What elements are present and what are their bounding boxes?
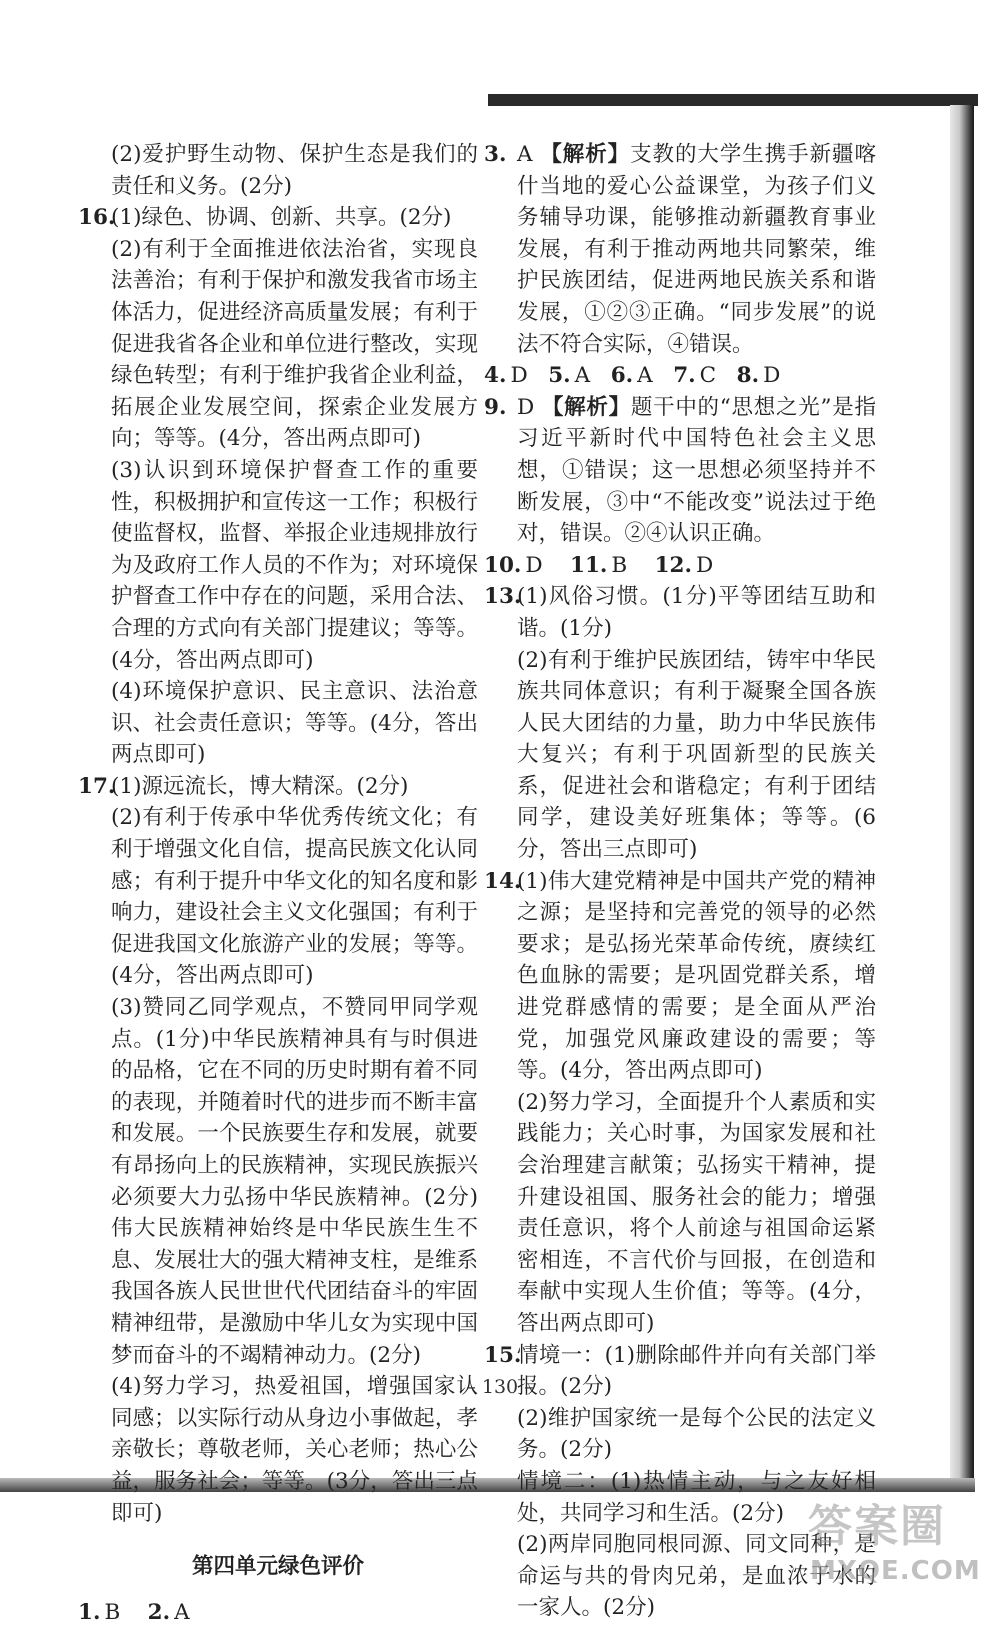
page-number: – 130 – [466, 1376, 534, 1398]
answer-choice: D [695, 552, 714, 578]
question-number: 8. [736, 363, 760, 389]
analysis-text: 题干中的“思想之光”是指习近平新时代中国特色社会主义思想，①错误；这一思想必须坚持并不断发展，③中“不能改变”说法过于绝对，错误。②④认识正确。 [517, 394, 876, 547]
analysis-tag: 【解析】 [541, 394, 631, 420]
answer-part: (2)努力学习，全面提升个人素质和实践能力；关心时事，为国家发展和社会治理建言献策；弘扬实干精神，提升建设祖国、服务社会的能力；增强责任意识，将个人前途与祖国命运紧密相连，不言代价与回报，在创造和奉献中实现人生价值；等等。(4分，答出两点即可) [517, 1089, 876, 1336]
question-number: 10. [484, 552, 522, 578]
answer-part: (1)源远流长，博大精深。(2分) [111, 773, 409, 799]
question-number: 14. [484, 868, 522, 894]
answer-part: (1)绿色、协调、创新、共享。(2分) [111, 205, 452, 231]
continuation-text: (2)爱护野生动物、保护生态是我们的责任和义务。(2分) [111, 142, 478, 199]
answer-choice: D [510, 363, 528, 389]
watermark-logo [808, 1498, 983, 1594]
answer-choice: A [574, 363, 591, 389]
question-17 [78, 771, 478, 1529]
answer-continuation [78, 139, 478, 202]
top-rule [488, 94, 978, 106]
question-number: 16. [78, 205, 116, 231]
analysis-tag: 【解析】 [540, 142, 631, 167]
answer-part: (4)环境保护意识、民主意识、法治意识、社会责任意识；等等。(4分，答出两点即可) [111, 679, 478, 768]
answer-part: (2)有利于维护民族团结，铸牢中华民族共同体意识；有利于凝聚全国各族人民大团结的力量，助力中华民族伟大复兴；有利于巩固新型的民族关系，促进社会和谐稳定；有利于团结同学，建设美好班集体；等等。(6分，答出三点即可) [517, 647, 876, 863]
question-16 [78, 202, 478, 771]
question-number: 6. [610, 363, 634, 389]
question-number: 7. [673, 363, 696, 389]
answer-choice: A [517, 142, 533, 167]
page-edge-shadow [950, 105, 974, 1485]
analysis-text: 支教的大学生携手新疆喀什当地的爱心公益课堂，为孩子们义务辅导功课，能够推动新疆教育事业发展，有利于推动两地共同繁荣，维护民族团结，促进两地民族关系和谐发展，①②③正确。“同步发展”的说法不符合实际，④错误。 [517, 142, 876, 357]
question-number: 17. [78, 773, 116, 799]
right-column [484, 139, 876, 1624]
answer-part: (4)努力学习，热爱祖国，增强国家认同感；以实际行动从身边小事做起，孝亲敬长；尊敬老师，关心老师；热心公益，服务社会；等等。(3分，答出三点即可) [111, 1374, 478, 1526]
answer-part: (1)伟大建党精神是中国共产党的精神之源；是坚持和完善党的领导的必然要求；是弘扬光荣革命传统，赓续红色血脉的需要；是巩固党群关系，增进党群感情的需要；是全面从严治党，加强党风廉政建设的需要；等等。(4分，答出两点即可) [517, 868, 876, 1084]
answer-part: 情境二：(1)热情主动，与之友好相处，共同学习和生活。(2分) [517, 1468, 876, 1526]
answer-explanation [517, 139, 876, 360]
question-number: 9. [484, 394, 507, 420]
question-number: 13. [484, 584, 522, 610]
watermark-url: MXQE.COM [810, 1556, 981, 1586]
watermark-logo-text: 答案圈 [808, 1501, 946, 1552]
answer-part: (2)两岸同胞同根同源、同文同种，是命运与共的骨肉兄弟，是血浓于水的一家人。(2分) [517, 1532, 876, 1621]
section-title: 第四单元绿色评价 [191, 1554, 364, 1580]
question-number: 15. [484, 1342, 522, 1368]
answer-choice: D [517, 394, 535, 420]
question-number: 3. [484, 142, 507, 167]
answer-part: 情境一：(1)删除邮件并向有关部门举报。(2分) [517, 1342, 876, 1400]
answer-list [484, 360, 876, 392]
answer-choice: A [174, 1599, 190, 1625]
question-9 [484, 392, 876, 550]
answer-part: (2)有利于全面推进依法治省，实现良法善治；有利于保护和激发我省市场主体活力，促进经济高质量发展；有利于促进我省各企业和单位进行整改，实现绿色转型；有利于维护我省企业利益，拓展企业发展空间，探索企业发展方向；等等。(4分，答出两点即可) [111, 236, 478, 452]
question-number: 2. [147, 1599, 171, 1625]
answer-part: (3)认识到环境保护督查工作的重要性，积极拥护和宣传这一工作；积极行使监督权，监督、举报企业违规排放行为及政府工作人员的不作为；对环境保护督查工作中存在的问题，采用合法、合理的方式向有关部门提建议；等等。(4分，答出两点即可) [111, 457, 478, 673]
question-number: 5. [548, 363, 571, 389]
question-number: 12. [654, 552, 692, 578]
question-number: 11. [570, 552, 608, 578]
answer-part: (1)风俗习惯。(1分)平等团结互助和谐。(1分) [517, 584, 876, 641]
answer-choice: D [763, 363, 781, 389]
answer-choice: B [104, 1599, 121, 1625]
answer-choice: B [611, 552, 628, 578]
answer-list [484, 550, 876, 582]
question-14 [484, 866, 876, 1340]
answer-part: (3)赞同乙同学观点，不赞同甲同学观点。(1分)中华民族精神具有与时俱进的品格，它在不同的历史时期有着不同的表现，并随着时代的进步而不断丰富和发展。一个民族要生存和发展，就要有昂扬向上的民族精神，实现民族振兴必须要大力弘扬中华民族精神。(2分)伟大民族精神始终是中华民族生生不息、发展壮大的强大精神支柱，是维系我国各族人民世世代代团结奋斗的牢固精神纽带，是激励中华儿女为实现中国梦而奋斗的不竭精神动力。(2分) [111, 995, 478, 1368]
answer-choice: C [699, 363, 717, 389]
question-3 [484, 139, 876, 360]
question-number: 4. [484, 363, 507, 389]
question-13 [484, 581, 876, 865]
answer-list [78, 1597, 478, 1628]
answer-choice: D [525, 552, 543, 578]
answer-part: (2)有利于传承中华优秀传统文化；有利于增强文化自信，提高民族文化认同感；有利于提升中华文化的知名度和影响力，建设社会主义文化强国；有利于促进我国文化旅游产业的发展；等等。(4分，答出两点即可) [111, 805, 478, 989]
left-column [78, 139, 478, 1628]
question-number: 1. [78, 1599, 101, 1625]
answer-choice: A [637, 363, 653, 389]
answer-explanation [517, 392, 876, 550]
answer-part: (2)维护国家统一是每个公民的法定义务。(2分) [517, 1405, 876, 1463]
